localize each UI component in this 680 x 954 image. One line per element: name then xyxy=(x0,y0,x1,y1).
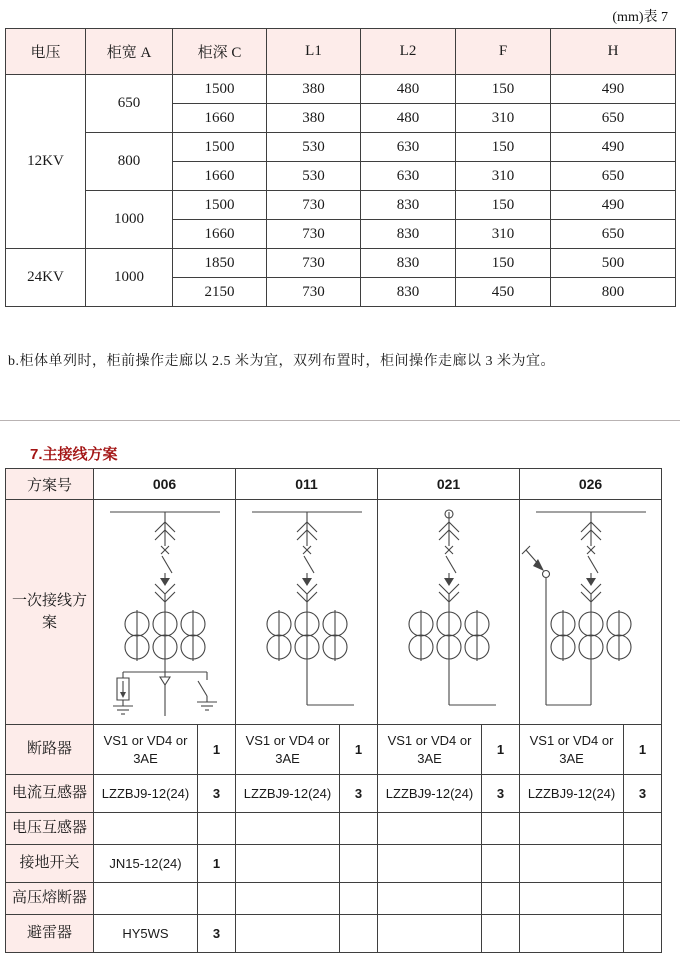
scheme-table xyxy=(5,468,662,953)
scheme-number-021: 021 xyxy=(378,469,520,500)
equipment-label: 断路器 xyxy=(6,725,94,775)
dimension-header-0: 电压 xyxy=(6,29,86,75)
equipment-name-cell-3: LZZBJ9-12(24) xyxy=(520,775,624,813)
equipment-name-cell-3 xyxy=(520,845,624,883)
equipment-qty-cell-3 xyxy=(624,845,662,883)
dimension-value-cell-2: 830 xyxy=(361,191,456,220)
scheme-011-diagram-cell xyxy=(236,500,378,725)
equipment-qty-cell-3 xyxy=(624,813,662,845)
equipment-name-cell-1: VS1 or VD4 or 3AE xyxy=(236,725,340,775)
equipment-name-cell-2 xyxy=(378,845,482,883)
equipment-row xyxy=(6,725,662,775)
equipment-name-cell-0 xyxy=(94,883,198,915)
dimension-value-cell-3: 150 xyxy=(456,191,551,220)
equipment-name-cell-2 xyxy=(378,813,482,845)
section-title: 7.主接线方案 xyxy=(30,446,118,463)
equipment-qty-cell-0: 1 xyxy=(198,845,236,883)
equipment-name-cell-0: HY5WS xyxy=(94,915,198,953)
equipment-qty-cell-1 xyxy=(340,813,378,845)
dimension-value-cell-0: 1660 xyxy=(173,104,267,133)
equipment-qty-cell-3 xyxy=(624,915,662,953)
cabinet-width-cell: 1000 xyxy=(86,191,173,249)
table-caption: (mm)表 7 xyxy=(612,10,668,25)
dimension-value-cell-4: 490 xyxy=(551,75,676,104)
equipment-name-cell-1 xyxy=(236,813,340,845)
scheme-011-diagram-icon xyxy=(236,500,378,724)
equipment-name-cell-1 xyxy=(236,915,340,953)
dimension-value-cell-3: 150 xyxy=(456,249,551,278)
scheme-006-diagram-icon xyxy=(94,500,236,724)
note-text: b.柜体单列时，柜前操作走廊以 2.5 米为宜，双列布置时，柜间操作走廊以 3 米为宜。 xyxy=(8,354,555,369)
dimension-row xyxy=(6,133,676,162)
scheme-number-026: 026 xyxy=(520,469,662,500)
dimension-value-cell-3: 150 xyxy=(456,133,551,162)
equipment-qty-cell-0: 3 xyxy=(198,915,236,953)
dimension-value-cell-4: 800 xyxy=(551,278,676,307)
equipment-name-cell-1: LZZBJ9-12(24) xyxy=(236,775,340,813)
equipment-qty-cell-1 xyxy=(340,845,378,883)
scheme-number-011: 011 xyxy=(236,469,378,500)
equipment-label: 接地开关 xyxy=(6,845,94,883)
scheme-header-label: 方案号 xyxy=(6,469,94,500)
dimension-value-cell-4: 650 xyxy=(551,162,676,191)
scheme-006-diagram-cell xyxy=(94,500,236,725)
equipment-label: 避雷器 xyxy=(6,915,94,953)
equipment-qty-cell-2 xyxy=(482,845,520,883)
scheme-021-diagram-icon xyxy=(378,500,520,724)
cabinet-width-cell: 650 xyxy=(86,75,173,133)
scheme-026-diagram-icon xyxy=(520,500,662,724)
equipment-qty-cell-0: 1 xyxy=(198,725,236,775)
equipment-name-cell-0: VS1 or VD4 or 3AE xyxy=(94,725,198,775)
equipment-row xyxy=(6,813,662,845)
equipment-name-cell-0: LZZBJ9-12(24) xyxy=(94,775,198,813)
equipment-name-cell-0: JN15-12(24) xyxy=(94,845,198,883)
dimension-header-2: 柜深 C xyxy=(173,29,267,75)
equipment-qty-cell-2: 3 xyxy=(482,775,520,813)
scheme-026-diagram-cell xyxy=(520,500,662,725)
equipment-name-cell-1 xyxy=(236,845,340,883)
dimension-value-cell-0: 1660 xyxy=(173,220,267,249)
dimension-value-cell-3: 450 xyxy=(456,278,551,307)
dimension-table-header-row xyxy=(6,29,676,75)
voltage-cell: 24KV xyxy=(6,249,86,307)
equipment-qty-cell-2 xyxy=(482,915,520,953)
dimension-value-cell-0: 1850 xyxy=(173,249,267,278)
dimension-header-1: 柜宽 A xyxy=(86,29,173,75)
equipment-qty-cell-3: 1 xyxy=(624,725,662,775)
dimension-header-5: F xyxy=(456,29,551,75)
dimension-row xyxy=(6,249,676,278)
equipment-name-cell-3 xyxy=(520,915,624,953)
dimension-value-cell-4: 650 xyxy=(551,220,676,249)
dimension-value-cell-2: 830 xyxy=(361,220,456,249)
equipment-name-cell-2: VS1 or VD4 or 3AE xyxy=(378,725,482,775)
equipment-qty-cell-1: 1 xyxy=(340,725,378,775)
voltage-cell: 12KV xyxy=(6,75,86,249)
dimension-value-cell-0: 1500 xyxy=(173,75,267,104)
dimension-value-cell-1: 380 xyxy=(267,75,361,104)
dimension-value-cell-2: 830 xyxy=(361,278,456,307)
diagram-row xyxy=(6,500,662,725)
dimension-value-cell-1: 730 xyxy=(267,278,361,307)
dimension-value-cell-1: 530 xyxy=(267,162,361,191)
equipment-name-cell-2: LZZBJ9-12(24) xyxy=(378,775,482,813)
dimension-value-cell-1: 730 xyxy=(267,249,361,278)
dimension-value-cell-4: 490 xyxy=(551,191,676,220)
equipment-qty-cell-0: 3 xyxy=(198,775,236,813)
dimension-value-cell-0: 2150 xyxy=(173,278,267,307)
scheme-table-header-row xyxy=(6,469,662,500)
dimension-row xyxy=(6,191,676,220)
equipment-row xyxy=(6,775,662,813)
dimension-value-cell-4: 490 xyxy=(551,133,676,162)
equipment-qty-cell-3: 3 xyxy=(624,775,662,813)
dimension-value-cell-3: 310 xyxy=(456,162,551,191)
equipment-qty-cell-2 xyxy=(482,813,520,845)
cabinet-width-cell: 800 xyxy=(86,133,173,191)
dimension-value-cell-0: 1500 xyxy=(173,133,267,162)
dimension-value-cell-4: 500 xyxy=(551,249,676,278)
dimension-table xyxy=(5,28,676,307)
equipment-label: 电压互感器 xyxy=(6,813,94,845)
equipment-qty-cell-1 xyxy=(340,883,378,915)
equipment-name-cell-3: VS1 or VD4 or 3AE xyxy=(520,725,624,775)
horizontal-divider xyxy=(0,420,680,421)
dimension-value-cell-1: 530 xyxy=(267,133,361,162)
equipment-qty-cell-2 xyxy=(482,883,520,915)
equipment-label: 高压熔断器 xyxy=(6,883,94,915)
dimension-value-cell-1: 730 xyxy=(267,191,361,220)
equipment-qty-cell-3 xyxy=(624,883,662,915)
equipment-label: 电流互感器 xyxy=(6,775,94,813)
dimension-header-6: H xyxy=(551,29,676,75)
equipment-qty-cell-1: 3 xyxy=(340,775,378,813)
scheme-021-diagram-cell xyxy=(378,500,520,725)
dimension-value-cell-2: 830 xyxy=(361,249,456,278)
equipment-qty-cell-1 xyxy=(340,915,378,953)
equipment-name-cell-3 xyxy=(520,883,624,915)
dimension-header-3: L1 xyxy=(267,29,361,75)
equipment-name-cell-1 xyxy=(236,883,340,915)
equipment-name-cell-2 xyxy=(378,915,482,953)
equipment-qty-cell-0 xyxy=(198,813,236,845)
dimension-value-cell-2: 630 xyxy=(361,133,456,162)
equipment-row xyxy=(6,915,662,953)
dimension-value-cell-2: 630 xyxy=(361,162,456,191)
cabinet-width-cell: 1000 xyxy=(86,249,173,307)
dimension-row xyxy=(6,75,676,104)
dimension-value-cell-1: 380 xyxy=(267,104,361,133)
dimension-value-cell-2: 480 xyxy=(361,104,456,133)
dimension-value-cell-2: 480 xyxy=(361,75,456,104)
dimension-value-cell-4: 650 xyxy=(551,104,676,133)
equipment-row xyxy=(6,845,662,883)
dimension-value-cell-1: 730 xyxy=(267,220,361,249)
equipment-row xyxy=(6,883,662,915)
dimension-value-cell-3: 310 xyxy=(456,104,551,133)
equipment-name-cell-0 xyxy=(94,813,198,845)
equipment-qty-cell-0 xyxy=(198,883,236,915)
equipment-name-cell-3 xyxy=(520,813,624,845)
dimension-value-cell-0: 1500 xyxy=(173,191,267,220)
equipment-name-cell-2 xyxy=(378,883,482,915)
dimension-value-cell-3: 150 xyxy=(456,75,551,104)
diagram-row-label: 一次接线方案 xyxy=(6,500,94,725)
dimension-value-cell-0: 1660 xyxy=(173,162,267,191)
dimension-value-cell-3: 310 xyxy=(456,220,551,249)
scheme-number-006: 006 xyxy=(94,469,236,500)
equipment-qty-cell-2: 1 xyxy=(482,725,520,775)
dimension-header-4: L2 xyxy=(361,29,456,75)
